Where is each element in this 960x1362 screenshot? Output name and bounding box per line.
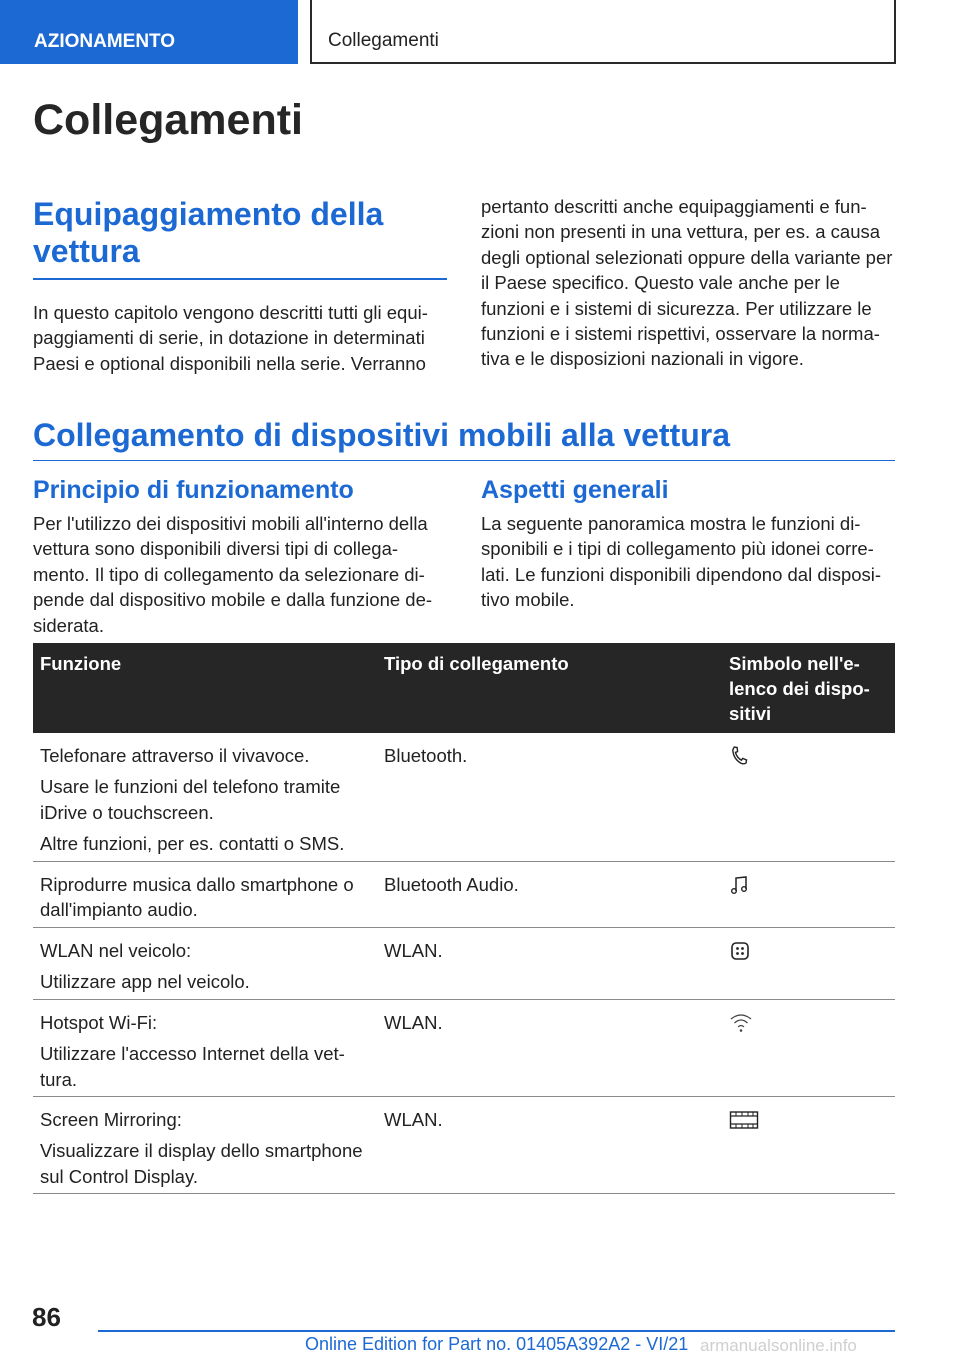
row-type (378, 733, 723, 861)
page-title: Collegamenti (33, 96, 303, 144)
type-text: Bluetooth Audio. (384, 874, 519, 895)
table-row (33, 1097, 895, 1194)
header-topic-tab: Collegamenti (310, 0, 896, 64)
principle-text: Per l'utilizzo dei dispositivi mobili all'interno della vettura sono disponibili diversi tipi di collega-mento. Il tipo di collegamento da selezionare di-pende dal dispositivo mobile e dalla funzione de-siderata. (33, 513, 433, 636)
screen-mirroring-icon (729, 1109, 759, 1136)
row-symbol (723, 862, 895, 927)
wifi-icon (729, 1012, 753, 1039)
principle-column (33, 475, 447, 638)
principle-title: Principio di funzionamento (33, 476, 354, 504)
row-type (378, 1097, 723, 1193)
table-row (33, 733, 895, 862)
row-symbol (723, 733, 895, 861)
row-function (33, 862, 378, 927)
table-row (33, 1000, 895, 1097)
function-line: Usare le funzioni del telefono tramite iDrive o touchscreen. (40, 776, 341, 823)
function-line: Altre funzioni, per es. contatti o SMS. (40, 833, 345, 855)
connection-table (33, 643, 895, 1194)
function-line: Visualizzare il display dello smartphone sul Control Display. (40, 1140, 363, 1187)
header-connection-type: Tipo di collegamento (384, 653, 569, 674)
equipment-text-left: In questo capitolo vengono descritti tutti gli equi-paggiamenti di serie, in dotazione in determinati Paesi e optional disponibili nella serie. Verranno (33, 302, 428, 374)
row-type (378, 928, 723, 999)
function-line: Telefonare attraverso il vivavoce. (40, 745, 310, 766)
header-function: Funzione (40, 653, 122, 674)
row-function (33, 1097, 378, 1193)
row-symbol (723, 1000, 895, 1096)
function-line: Riprodurre musica dallo smartphone o dall'impianto audio. (40, 874, 354, 921)
general-title: Aspetti generali (481, 476, 669, 504)
row-function (33, 733, 378, 861)
equipment-divider (33, 278, 447, 280)
table-header (33, 643, 895, 733)
row-symbol (723, 928, 895, 999)
function-line: Utilizzare app nel veicolo. (40, 971, 250, 993)
phone-icon (729, 745, 751, 772)
equipment-text-right: pertanto descritti anche equipaggiamenti e fun-zioni non presenti in una vettura, per es. a causa degli optional selezionati oppure della variante per il Paese specifico. Questo vale anche per le funzioni e i sistemi di sicurezza. Per utilizzare le funzioni e i sistemi rispettivi, osservare la norma-tiva e le disposizioni nazionali in vigore. (481, 196, 893, 370)
general-column (481, 475, 895, 613)
app-icon (729, 940, 751, 967)
music-note-icon (729, 874, 751, 901)
equipment-title: Equipaggiamento della vettura (33, 196, 384, 269)
row-function (33, 928, 378, 999)
watermark: armanualsonline.info (700, 1336, 857, 1355)
footer-divider (98, 1330, 895, 1332)
footer-edition: Online Edition for Part no. 01405A392A2 - VI/21 (305, 1334, 689, 1354)
table-row (33, 862, 895, 928)
type-text: WLAN. (384, 1109, 443, 1130)
type-text: WLAN. (384, 1012, 443, 1033)
row-type (378, 862, 723, 927)
general-text: La seguente panoramica mostra le funzioni di-sponibili e i tipi di collegamento più idonei corre-lati. Le funzioni disponibili dipendono dal disposi-tivo mobile. (481, 513, 882, 611)
function-line: Screen Mirroring: (40, 1109, 182, 1130)
type-text: Bluetooth. (384, 745, 468, 766)
equipment-right-column (481, 194, 895, 372)
connect-section-title: Collegamento di dispositivi mobili alla vettura (33, 417, 895, 461)
page-number: 86 (32, 1302, 61, 1332)
row-function (33, 1000, 378, 1096)
table-row (33, 928, 895, 1000)
function-line: WLAN nel veicolo: (40, 940, 192, 961)
row-type (378, 1000, 723, 1096)
equipment-left-column (33, 196, 447, 376)
type-text: WLAN. (384, 940, 443, 961)
row-symbol (723, 1097, 895, 1193)
function-line: Utilizzare l'accesso Internet della vet-tura. (40, 1043, 345, 1090)
header-symbol: Simbolo nell'e-lenco dei dispo-sitivi (729, 653, 870, 724)
function-line: Hotspot Wi-Fi: (40, 1012, 158, 1033)
header-section-tab: AZIONAMENTO (0, 0, 298, 64)
